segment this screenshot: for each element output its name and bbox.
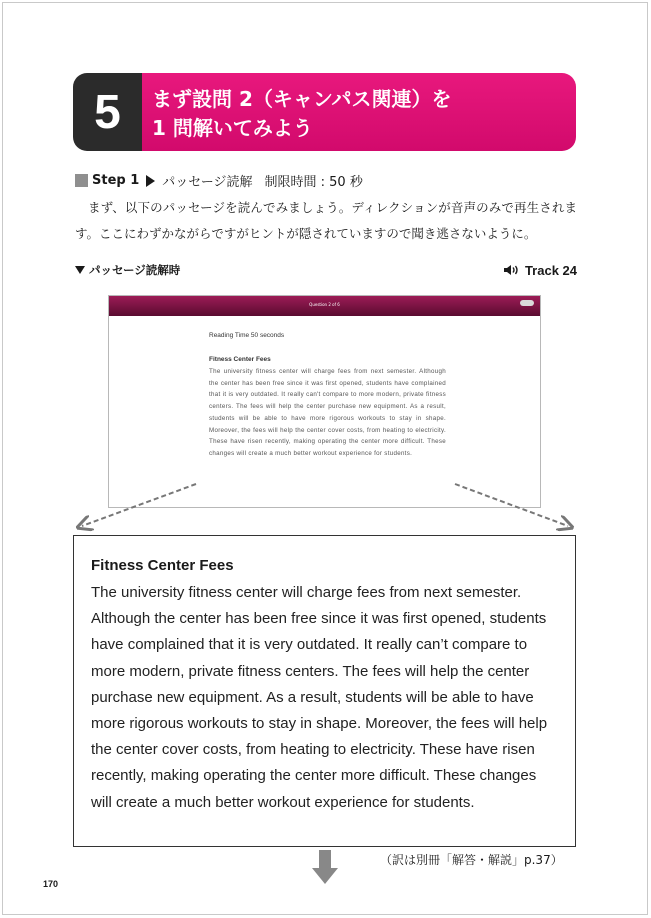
section-title-line2: 1 問解いてみよう — [152, 116, 313, 140]
screen-passage-text: The university fitness center will charge fees from next semester. Although the center has been free since it was first opened, students have complained that it is very outdated. It really can't compare to more modern, private fitness centers. The fees will help the center purchase new equipment. As a result, students will be able to have more rigorous workouts to stay in shape. Moreover, the fees will help the center cover costs, from heating to electricity. These have risen recently, making operating the center more difficult. These changes will create a much better workout experience for students. — [209, 368, 446, 457]
step-label: Step 1 — [92, 173, 140, 188]
section-number: 5 — [73, 73, 142, 151]
screen-bar-title: Question 2 of 6 — [309, 302, 340, 307]
step-task: パッセージ読解 — [162, 175, 253, 190]
dashed-arrow-right — [455, 484, 568, 526]
down-arrow-icon — [312, 850, 338, 884]
track-number: Track 24 — [524, 262, 577, 278]
screen-reading-time: Reading Time 50 seconds — [209, 332, 285, 339]
passage-label-text: パッセージ読解時 — [89, 263, 181, 277]
passage-heading: Fitness Center Fees — [91, 557, 234, 574]
translation-reference: （訳は別冊「解答・解説」p.37） — [380, 853, 563, 867]
step-time-limit: 制限時間 : 50 秒 — [264, 175, 363, 190]
page-number: 170 — [43, 879, 59, 889]
section-title-line1: まず設問 2（キャンパス関連）を — [152, 87, 452, 111]
passage-text: The university fitness center will charge fees from next semester. Although the center has been free since it was first opened, students have complained that it is very outdated. It really can’t compare to more modern, private fitness centers. The fees will help the center purchase new equipment. As a result, students will be able to have more rigorous workouts to stay in shape. Moreover, the fees will help the center cover costs, from heating to electricity. These have risen recently, making operating the center more difficult. These changes will create a much better workout experience for students. — [91, 584, 548, 811]
intro-paragraph: まず、以下のパッセージを読んでみましょう。ディレクションが音声のみで再生されます。ここにわずかながらですがヒントが隠されていますので聞き逃さないように。 — [75, 200, 577, 241]
screen-passage-heading: Fitness Center Fees — [209, 356, 271, 363]
dashed-arrow-left — [82, 484, 196, 526]
passage-box — [73, 535, 576, 847]
